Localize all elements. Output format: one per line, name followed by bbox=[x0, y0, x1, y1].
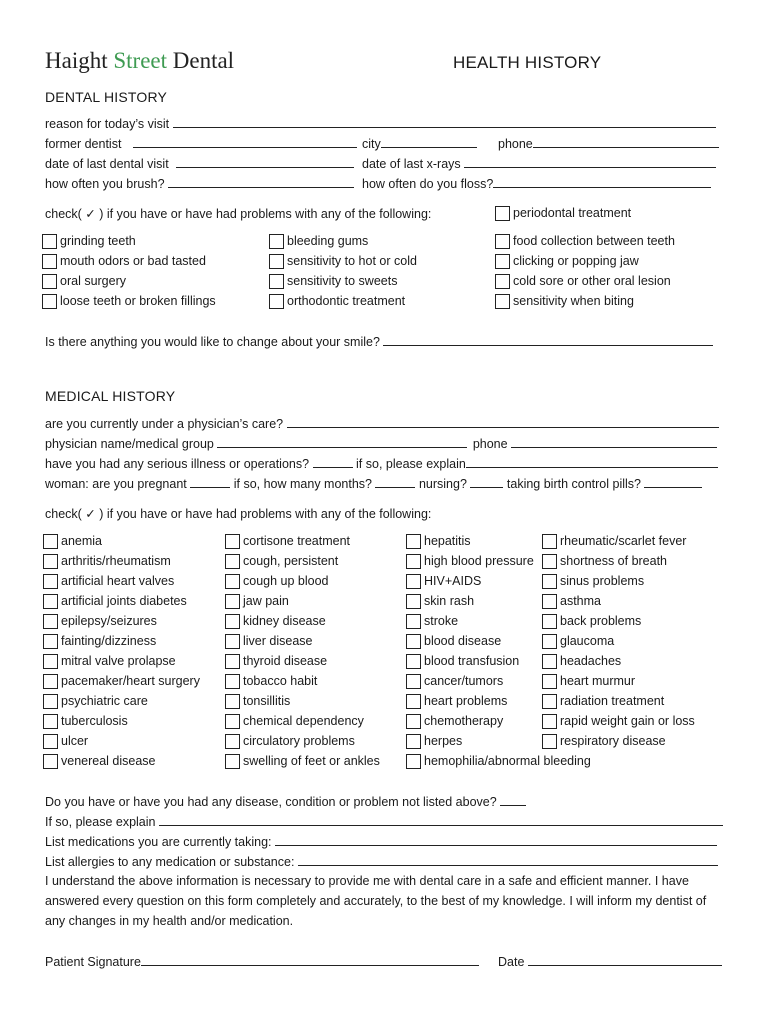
medications-label: List medications you are currently taking: bbox=[45, 835, 272, 849]
logo-text-dental: Dental bbox=[167, 48, 235, 73]
last-visit-field[interactable] bbox=[176, 154, 354, 168]
checkbox[interactable] bbox=[43, 634, 58, 649]
reason-row bbox=[45, 114, 716, 132]
medications-row bbox=[45, 832, 717, 850]
city-row bbox=[362, 134, 477, 152]
other-disease-label: Do you have or have you had any disease, condition or problem not listed above? bbox=[45, 795, 497, 809]
date-label: Date bbox=[498, 955, 525, 969]
last-visit-row bbox=[45, 154, 354, 172]
checklist-item bbox=[225, 631, 312, 651]
checkbox[interactable] bbox=[225, 614, 240, 629]
medications-field[interactable] bbox=[275, 832, 717, 846]
nursing-label: nursing? bbox=[418, 477, 467, 491]
last-xrays-field[interactable] bbox=[464, 154, 716, 168]
birth-control-label: taking birth control pills? bbox=[506, 477, 641, 491]
footer-explain-row bbox=[45, 812, 723, 830]
checklist-item bbox=[225, 671, 317, 691]
checkbox[interactable] bbox=[406, 554, 421, 569]
checkbox[interactable] bbox=[225, 734, 240, 749]
floss-field[interactable] bbox=[493, 174, 711, 188]
checkbox-label: arthritis/rheumatism bbox=[61, 554, 171, 568]
checkbox[interactable] bbox=[406, 674, 421, 689]
checkbox-label: chemotherapy bbox=[424, 714, 504, 728]
practice-logo bbox=[45, 48, 234, 74]
checklist-item bbox=[542, 691, 664, 711]
checklist-item bbox=[269, 271, 397, 291]
checkbox-label: jaw pain bbox=[243, 594, 289, 608]
checkbox[interactable] bbox=[542, 714, 557, 729]
checklist-item bbox=[495, 291, 634, 311]
checkbox[interactable] bbox=[542, 654, 557, 669]
checkbox-label: shortness of breath bbox=[560, 554, 668, 568]
checkbox-label: cough, persistent bbox=[243, 554, 339, 568]
dental-phone-field[interactable] bbox=[533, 134, 719, 148]
checklist-item bbox=[406, 691, 507, 711]
pregnant-field[interactable] bbox=[190, 474, 230, 488]
checkbox[interactable] bbox=[225, 754, 240, 769]
medical-history-heading: MEDICAL HISTORY bbox=[45, 388, 176, 404]
checkbox[interactable] bbox=[406, 534, 421, 549]
checkbox-label: liver disease bbox=[243, 634, 313, 648]
checkbox[interactable] bbox=[43, 714, 58, 729]
illness-explain-field[interactable] bbox=[466, 454, 718, 468]
checklist-item bbox=[542, 551, 667, 571]
checkbox[interactable] bbox=[225, 714, 240, 729]
checkbox-label: hemophilia/abnormal bleeding bbox=[424, 754, 591, 768]
checkbox-label: bleeding gums bbox=[287, 234, 369, 248]
checklist-item bbox=[406, 711, 503, 731]
checkbox-label: artificial joints diabetes bbox=[61, 594, 187, 608]
checkbox[interactable] bbox=[406, 654, 421, 669]
checkbox-label: blood disease bbox=[424, 634, 502, 648]
checklist-item bbox=[542, 731, 666, 751]
checklist-item bbox=[42, 251, 206, 271]
checkbox-label: epilepsy/seizures bbox=[61, 614, 157, 628]
checklist-item bbox=[542, 591, 601, 611]
checkbox-label: kidney disease bbox=[243, 614, 326, 628]
allergies-label: List allergies to any medication or substance: bbox=[45, 855, 295, 869]
checkbox-label: asthma bbox=[560, 594, 601, 608]
checkbox[interactable] bbox=[406, 614, 421, 629]
checklist-item bbox=[406, 611, 458, 631]
illness-field[interactable] bbox=[313, 454, 353, 468]
checkbox-label: food collection between teeth bbox=[513, 234, 675, 248]
checklist-item bbox=[406, 671, 503, 691]
checklist-item bbox=[542, 711, 695, 731]
physician-care-field[interactable] bbox=[287, 414, 719, 428]
checkbox-label: HIV+AIDS bbox=[424, 574, 482, 588]
months-label: if so, how many months? bbox=[233, 477, 372, 491]
dental-check-prompt: check( ✓ ) if you have or have had problems with any of the following: bbox=[45, 207, 432, 221]
dental-phone-row bbox=[498, 134, 719, 152]
checklist-item bbox=[225, 711, 364, 731]
physician-phone-field[interactable] bbox=[511, 434, 717, 448]
pregnant-label: woman: are you pregnant bbox=[45, 477, 187, 491]
checklist-item bbox=[225, 611, 326, 631]
brush-row bbox=[45, 174, 354, 192]
checkbox-label: herpes bbox=[424, 734, 463, 748]
illness-explain-label: if so, please explain bbox=[356, 457, 466, 471]
checkbox-label: orthodontic treatment bbox=[287, 294, 406, 308]
checklist-item bbox=[406, 651, 519, 671]
checkbox-label: swelling of feet or ankles bbox=[243, 754, 380, 768]
checklist-item bbox=[269, 251, 417, 271]
physician-care-label: are you currently under a physician’s care? bbox=[45, 417, 284, 431]
checkbox[interactable] bbox=[542, 574, 557, 589]
checkbox[interactable] bbox=[43, 734, 58, 749]
logo-text-street: Street bbox=[113, 48, 168, 73]
checkbox-label: sensitivity to hot or cold bbox=[287, 254, 417, 268]
former-dentist-label: former dentist bbox=[45, 137, 122, 151]
checkbox-label: rheumatic/scarlet fever bbox=[560, 534, 687, 548]
checkbox[interactable] bbox=[43, 694, 58, 709]
brush-field[interactable] bbox=[168, 174, 354, 188]
checkbox[interactable] bbox=[43, 574, 58, 589]
checkbox[interactable] bbox=[225, 654, 240, 669]
illness-label: have you had any serious illness or operations? bbox=[45, 457, 310, 471]
allergies-field[interactable] bbox=[298, 852, 718, 866]
checklist-item bbox=[43, 611, 157, 631]
checklist-item bbox=[42, 271, 126, 291]
checklist-item bbox=[225, 751, 380, 771]
checkbox[interactable] bbox=[225, 594, 240, 609]
floss-row bbox=[362, 174, 711, 192]
checkbox-label: cancer/tumors bbox=[424, 674, 504, 688]
checkbox[interactable] bbox=[542, 634, 557, 649]
checkbox-label: pacemaker/heart surgery bbox=[61, 674, 200, 688]
checkbox[interactable] bbox=[406, 594, 421, 609]
checkbox[interactable] bbox=[406, 714, 421, 729]
checklist-item bbox=[542, 531, 686, 551]
checkbox[interactable] bbox=[43, 614, 58, 629]
checklist-item bbox=[225, 651, 327, 671]
checklist-item bbox=[542, 671, 635, 691]
checklist-item bbox=[495, 203, 631, 223]
checklist-item bbox=[495, 231, 675, 251]
checkbox-label: heart problems bbox=[424, 694, 508, 708]
checkbox-label: glaucoma bbox=[560, 634, 615, 648]
smile-row bbox=[45, 332, 713, 350]
dental-phone-label: phone bbox=[498, 137, 533, 151]
footer-explain-label: If so, please explain bbox=[45, 815, 156, 829]
checkbox[interactable] bbox=[542, 674, 557, 689]
checkbox-label: chemical dependency bbox=[243, 714, 364, 728]
checklist-item bbox=[43, 751, 156, 771]
checklist-item bbox=[542, 651, 621, 671]
checkbox[interactable] bbox=[542, 734, 557, 749]
checkbox-label: psychiatric care bbox=[61, 694, 148, 708]
checklist-item bbox=[542, 611, 641, 631]
checkbox[interactable] bbox=[406, 574, 421, 589]
checkbox[interactable] bbox=[495, 254, 510, 269]
months-field[interactable] bbox=[375, 474, 415, 488]
checkbox[interactable] bbox=[542, 594, 557, 609]
smile-label: Is there anything you would like to change about your smile? bbox=[45, 335, 380, 349]
checklist-item bbox=[406, 731, 462, 751]
checklist-item bbox=[495, 251, 639, 271]
former-dentist-field[interactable] bbox=[133, 134, 357, 148]
checkbox[interactable] bbox=[269, 234, 284, 249]
checkbox-label: thyroid disease bbox=[243, 654, 328, 668]
allergies-row bbox=[45, 852, 718, 870]
reason-label: reason for today’s visit bbox=[45, 117, 170, 131]
checkbox[interactable] bbox=[495, 294, 510, 309]
other-disease-row bbox=[45, 792, 526, 810]
checkbox[interactable] bbox=[43, 674, 58, 689]
checkbox[interactable] bbox=[542, 614, 557, 629]
checkbox[interactable] bbox=[43, 594, 58, 609]
dental-history-heading: DENTAL HISTORY bbox=[45, 89, 168, 105]
checkbox-label: cortisone treatment bbox=[243, 534, 350, 548]
checklist-item bbox=[43, 731, 88, 751]
checkbox-label: respiratory disease bbox=[560, 734, 666, 748]
birth-control-field[interactable] bbox=[644, 474, 702, 488]
checkbox-label: tuberculosis bbox=[61, 714, 128, 728]
checkbox-label: circulatory problems bbox=[243, 734, 355, 748]
checkbox[interactable] bbox=[542, 554, 557, 569]
checklist-item bbox=[406, 531, 471, 551]
checklist-item bbox=[406, 591, 474, 611]
last-visit-label: date of last dental visit bbox=[45, 157, 169, 171]
checkbox-label: headaches bbox=[560, 654, 622, 668]
checkbox-label: stroke bbox=[424, 614, 459, 628]
nursing-field[interactable] bbox=[470, 474, 503, 488]
checkbox[interactable] bbox=[225, 534, 240, 549]
date-row bbox=[498, 952, 722, 970]
checklist-item bbox=[225, 731, 355, 751]
checkbox-label: back problems bbox=[560, 614, 642, 628]
city-field[interactable] bbox=[381, 134, 477, 148]
physician-name-label: physician name/medical group bbox=[45, 437, 214, 451]
checklist-item bbox=[43, 711, 128, 731]
checkbox-label: venereal disease bbox=[61, 754, 156, 768]
checkbox[interactable] bbox=[42, 294, 57, 309]
checkbox-label: anemia bbox=[61, 534, 102, 548]
checkbox-label: periodontal treatment bbox=[513, 206, 632, 220]
signature-row bbox=[45, 952, 479, 970]
checklist-item bbox=[43, 691, 148, 711]
checklist-item bbox=[43, 631, 156, 651]
checkbox[interactable] bbox=[42, 274, 57, 289]
checkbox[interactable] bbox=[225, 674, 240, 689]
checkbox[interactable] bbox=[406, 634, 421, 649]
checkbox-label: rapid weight gain or loss bbox=[560, 714, 695, 728]
checklist-item bbox=[225, 591, 289, 611]
checkbox-label: grinding teeth bbox=[60, 234, 136, 248]
checklist-item bbox=[406, 751, 591, 771]
checkbox-label: sensitivity when biting bbox=[513, 294, 634, 308]
checkbox[interactable] bbox=[406, 694, 421, 709]
checkbox-label: cold sore or other oral lesion bbox=[513, 274, 671, 288]
logo-text-haight: Haight bbox=[45, 48, 114, 73]
checklist-item bbox=[43, 651, 176, 671]
date-field[interactable] bbox=[528, 952, 722, 966]
checklist-item bbox=[225, 551, 338, 571]
checklist-item bbox=[43, 571, 174, 591]
checklist-item bbox=[542, 571, 644, 591]
consent-statement: I understand the above information is necessary to provide me with dental care in a safe and efficient manner. I have answered every question on this form completely and accurately, to the best of my knowledge. I will inform my dentist of any changes in my health and/or medication. bbox=[45, 874, 707, 928]
checkbox[interactable] bbox=[42, 254, 57, 269]
checkbox-label: heart murmur bbox=[560, 674, 636, 688]
checklist-item bbox=[269, 231, 368, 251]
checkbox-label: tobacco habit bbox=[243, 674, 318, 688]
checkbox-label: ulcer bbox=[61, 734, 89, 748]
pregnancy-row bbox=[45, 474, 702, 492]
city-label: city bbox=[362, 137, 381, 151]
checklist-item bbox=[43, 591, 187, 611]
checklist-item bbox=[42, 231, 136, 251]
checkbox-label: clicking or popping jaw bbox=[513, 254, 639, 268]
footer-explain-field[interactable] bbox=[159, 812, 723, 826]
checkbox[interactable] bbox=[406, 754, 421, 769]
checkbox[interactable] bbox=[542, 534, 557, 549]
checklist-item bbox=[225, 531, 350, 551]
checkbox[interactable] bbox=[269, 274, 284, 289]
checklist-item bbox=[406, 571, 481, 591]
smile-field[interactable] bbox=[383, 332, 713, 346]
physician-phone-label: phone bbox=[472, 437, 508, 451]
checklist-item bbox=[43, 671, 200, 691]
physician-care-row bbox=[45, 414, 719, 432]
checkbox[interactable] bbox=[225, 574, 240, 589]
checklist-item bbox=[495, 271, 671, 291]
checkbox[interactable] bbox=[225, 554, 240, 569]
checkbox-label: tonsillitis bbox=[243, 694, 291, 708]
physician-name-field[interactable] bbox=[217, 434, 467, 448]
checkbox-label: high blood pressure bbox=[424, 554, 534, 568]
checkbox-label: radiation treatment bbox=[560, 694, 665, 708]
checkbox-label: sensitivity to sweets bbox=[287, 274, 398, 288]
last-xrays-row bbox=[362, 154, 716, 172]
checkbox[interactable] bbox=[269, 294, 284, 309]
checkbox-label: oral surgery bbox=[60, 274, 126, 288]
checkbox-label: blood transfusion bbox=[424, 654, 520, 668]
checkbox[interactable] bbox=[225, 634, 240, 649]
checkbox-label: sinus problems bbox=[560, 574, 645, 588]
checklist-item bbox=[42, 291, 216, 311]
other-disease-field[interactable] bbox=[500, 792, 526, 806]
checkbox[interactable] bbox=[495, 206, 510, 221]
checklist-item bbox=[406, 551, 534, 571]
checkbox[interactable] bbox=[495, 274, 510, 289]
checkbox[interactable] bbox=[542, 694, 557, 709]
signature-field[interactable] bbox=[141, 952, 479, 966]
floss-label: how often do you floss? bbox=[362, 177, 494, 191]
brush-label: how often you brush? bbox=[45, 177, 165, 191]
checkbox[interactable] bbox=[43, 554, 58, 569]
checklist-item bbox=[43, 531, 102, 551]
checkbox[interactable] bbox=[42, 234, 57, 249]
checklist-item bbox=[43, 551, 171, 571]
illness-row bbox=[45, 454, 718, 472]
signature-label: Patient Signature bbox=[45, 955, 141, 969]
checkbox-label: artificial heart valves bbox=[61, 574, 175, 588]
physician-name-row bbox=[45, 434, 717, 452]
checklist-item bbox=[225, 571, 329, 591]
reason-field[interactable] bbox=[173, 114, 716, 128]
checkbox[interactable] bbox=[43, 654, 58, 669]
medical-check-prompt: check( ✓ ) if you have or have had problems with any of the following: bbox=[45, 507, 432, 521]
checkbox-label: cough up blood bbox=[243, 574, 329, 588]
checkbox[interactable] bbox=[495, 234, 510, 249]
checkbox-label: hepatitis bbox=[424, 534, 471, 548]
checkbox-label: skin rash bbox=[424, 594, 475, 608]
checklist-item bbox=[269, 291, 405, 311]
checklist-item bbox=[225, 691, 290, 711]
former-dentist-row bbox=[45, 134, 357, 152]
checklist-item bbox=[542, 631, 614, 651]
checklist-item bbox=[406, 631, 501, 651]
checkbox-label: mouth odors or bad tasted bbox=[60, 254, 206, 268]
document-title: HEALTH HISTORY bbox=[453, 53, 602, 72]
checkbox-label: mitral valve prolapse bbox=[61, 654, 176, 668]
checkbox[interactable] bbox=[225, 694, 240, 709]
checkbox[interactable] bbox=[269, 254, 284, 269]
last-xrays-label: date of last x-rays bbox=[362, 157, 461, 171]
checkbox-label: fainting/dizziness bbox=[61, 634, 157, 648]
checkbox-label: loose teeth or broken fillings bbox=[60, 294, 216, 308]
checkbox[interactable] bbox=[406, 734, 421, 749]
checkbox[interactable] bbox=[43, 534, 58, 549]
checkbox[interactable] bbox=[43, 754, 58, 769]
